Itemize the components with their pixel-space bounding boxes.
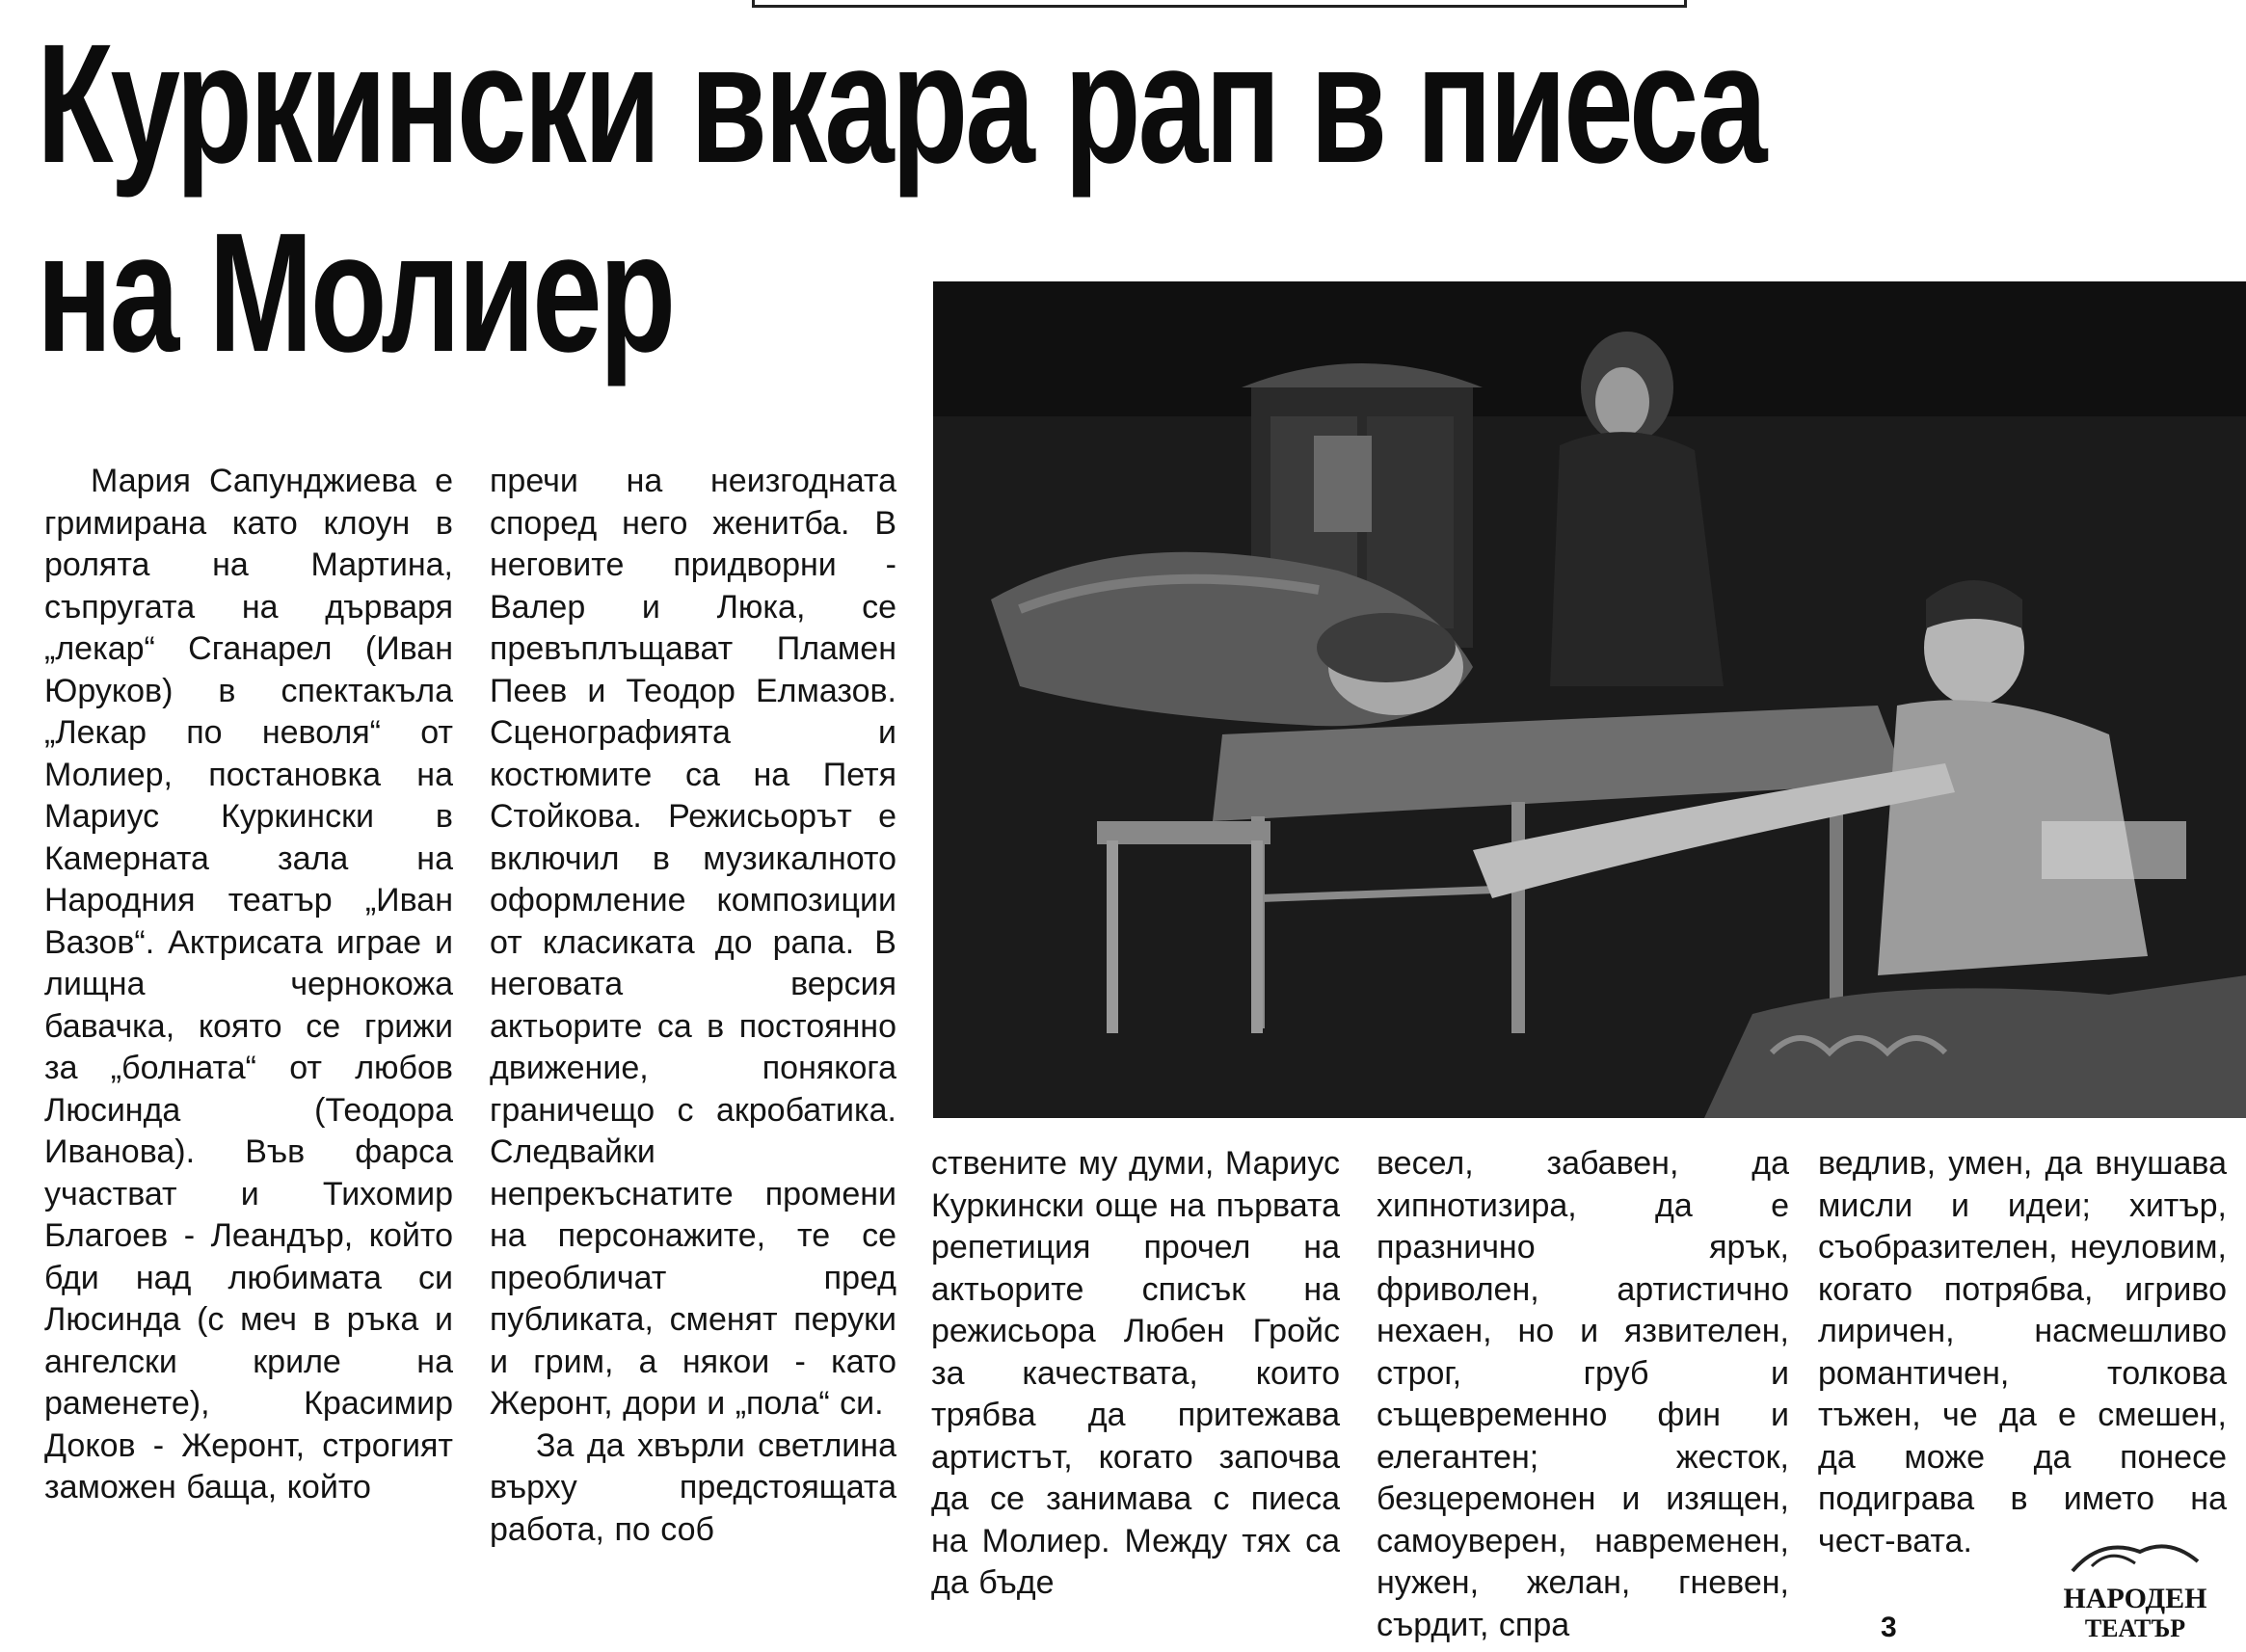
stamp-line-1: НАРОДЕН <box>2063 1583 2207 1614</box>
col1-paragraph: Мария Сапунджиева е гримирана като клоун в ролята на Мартина, съпругата на дърваря „лекар“ Сганарел (Иван Юруков) в спектакъла „Лекар по неволя“ от Молиер, постановка на Мариус Куркински в Камерната зала на Народния театър „Иван Вазов“. Актрисата играе и лищна чернокожа бавачка, която се грижи за „болната“ от любов Люсинда (Теодора Иванова). Във фарса участват и Тихомир Благоев - Леандър, който бди над любимата си Люсинда (с меч в ръка и ангелски криле на раменете), Красимир Доков - Жеронт, строгият заможен баща, който <box>44 463 453 1505</box>
stage-photo <box>933 281 2246 1118</box>
text-column-1 <box>44 461 453 1652</box>
text-column-3 <box>931 1143 1340 1652</box>
col2-paragraph-1: пречи на неизгодната според него женитба. В неговите придворни - Валер и Люка, се превъплъщават Пламен Пеев и Теодор Елмазов. Сценографията и костюмите са на Петя Стойкова. Режисьорът е включил в музикалното оформление композиции от класиката до рапа. В неговата версия актьорите са в постоянно движение, понякога граничещо с акробатика. Следвайки непрекъснатите промени на персонажите, те се преобличат пред публиката, сменят перуки и грим, а някои - като Жеронт, дори и „пола“ си. <box>490 463 896 1422</box>
headline-line-2: на Молиер <box>37 199 674 387</box>
text-column-4 <box>1377 1143 1789 1652</box>
headline-line-1: Куркински вкара рап в пиеса <box>37 10 1765 199</box>
col4-paragraph: весел, забавен, да хипнотизира, да е празнично ярък, фриволен, артистично нехаен, но и язвителен, строг, груб и същевременно фин и елегантен; жесток, безцеремонен и изящен, самоуверен, навременен, нужен, желан, гневен, сърдит, спра <box>1377 1145 1789 1643</box>
col2-paragraph-2: За да хвърли светлина върху предстоящата работа, по соб <box>490 1426 896 1548</box>
theatre-logo-icon <box>2044 1532 2227 1646</box>
text-column-2 <box>490 461 896 1652</box>
stamp-line-2: ТЕАТЪР <box>2084 1614 2186 1642</box>
col5-paragraph: ведлив, умен, да внушава мисли и идеи; хитър, съобразителен, неуловим, когато потрябва, игриво лиричен, насмешливо романтичен, толкова тъжен, че да е смешен, да може да понесе подиграва в името на чест-вата. <box>1818 1145 2227 1559</box>
col3-paragraph: ствените му думи, Мариус Куркински още на първата репетиция прочел на актьорите списък на режисьора Любен Гройс за качествата, които трябва да притежава артистът, когато започва да се занимава с пиеса на Молиер. Между тях са да бъде <box>931 1145 1340 1601</box>
national-theatre-stamp <box>2044 1532 2227 1646</box>
page-number: 3 <box>1881 1612 1897 1643</box>
stage-photo-illustration <box>933 281 2246 1118</box>
top-border-rule <box>752 0 1687 8</box>
